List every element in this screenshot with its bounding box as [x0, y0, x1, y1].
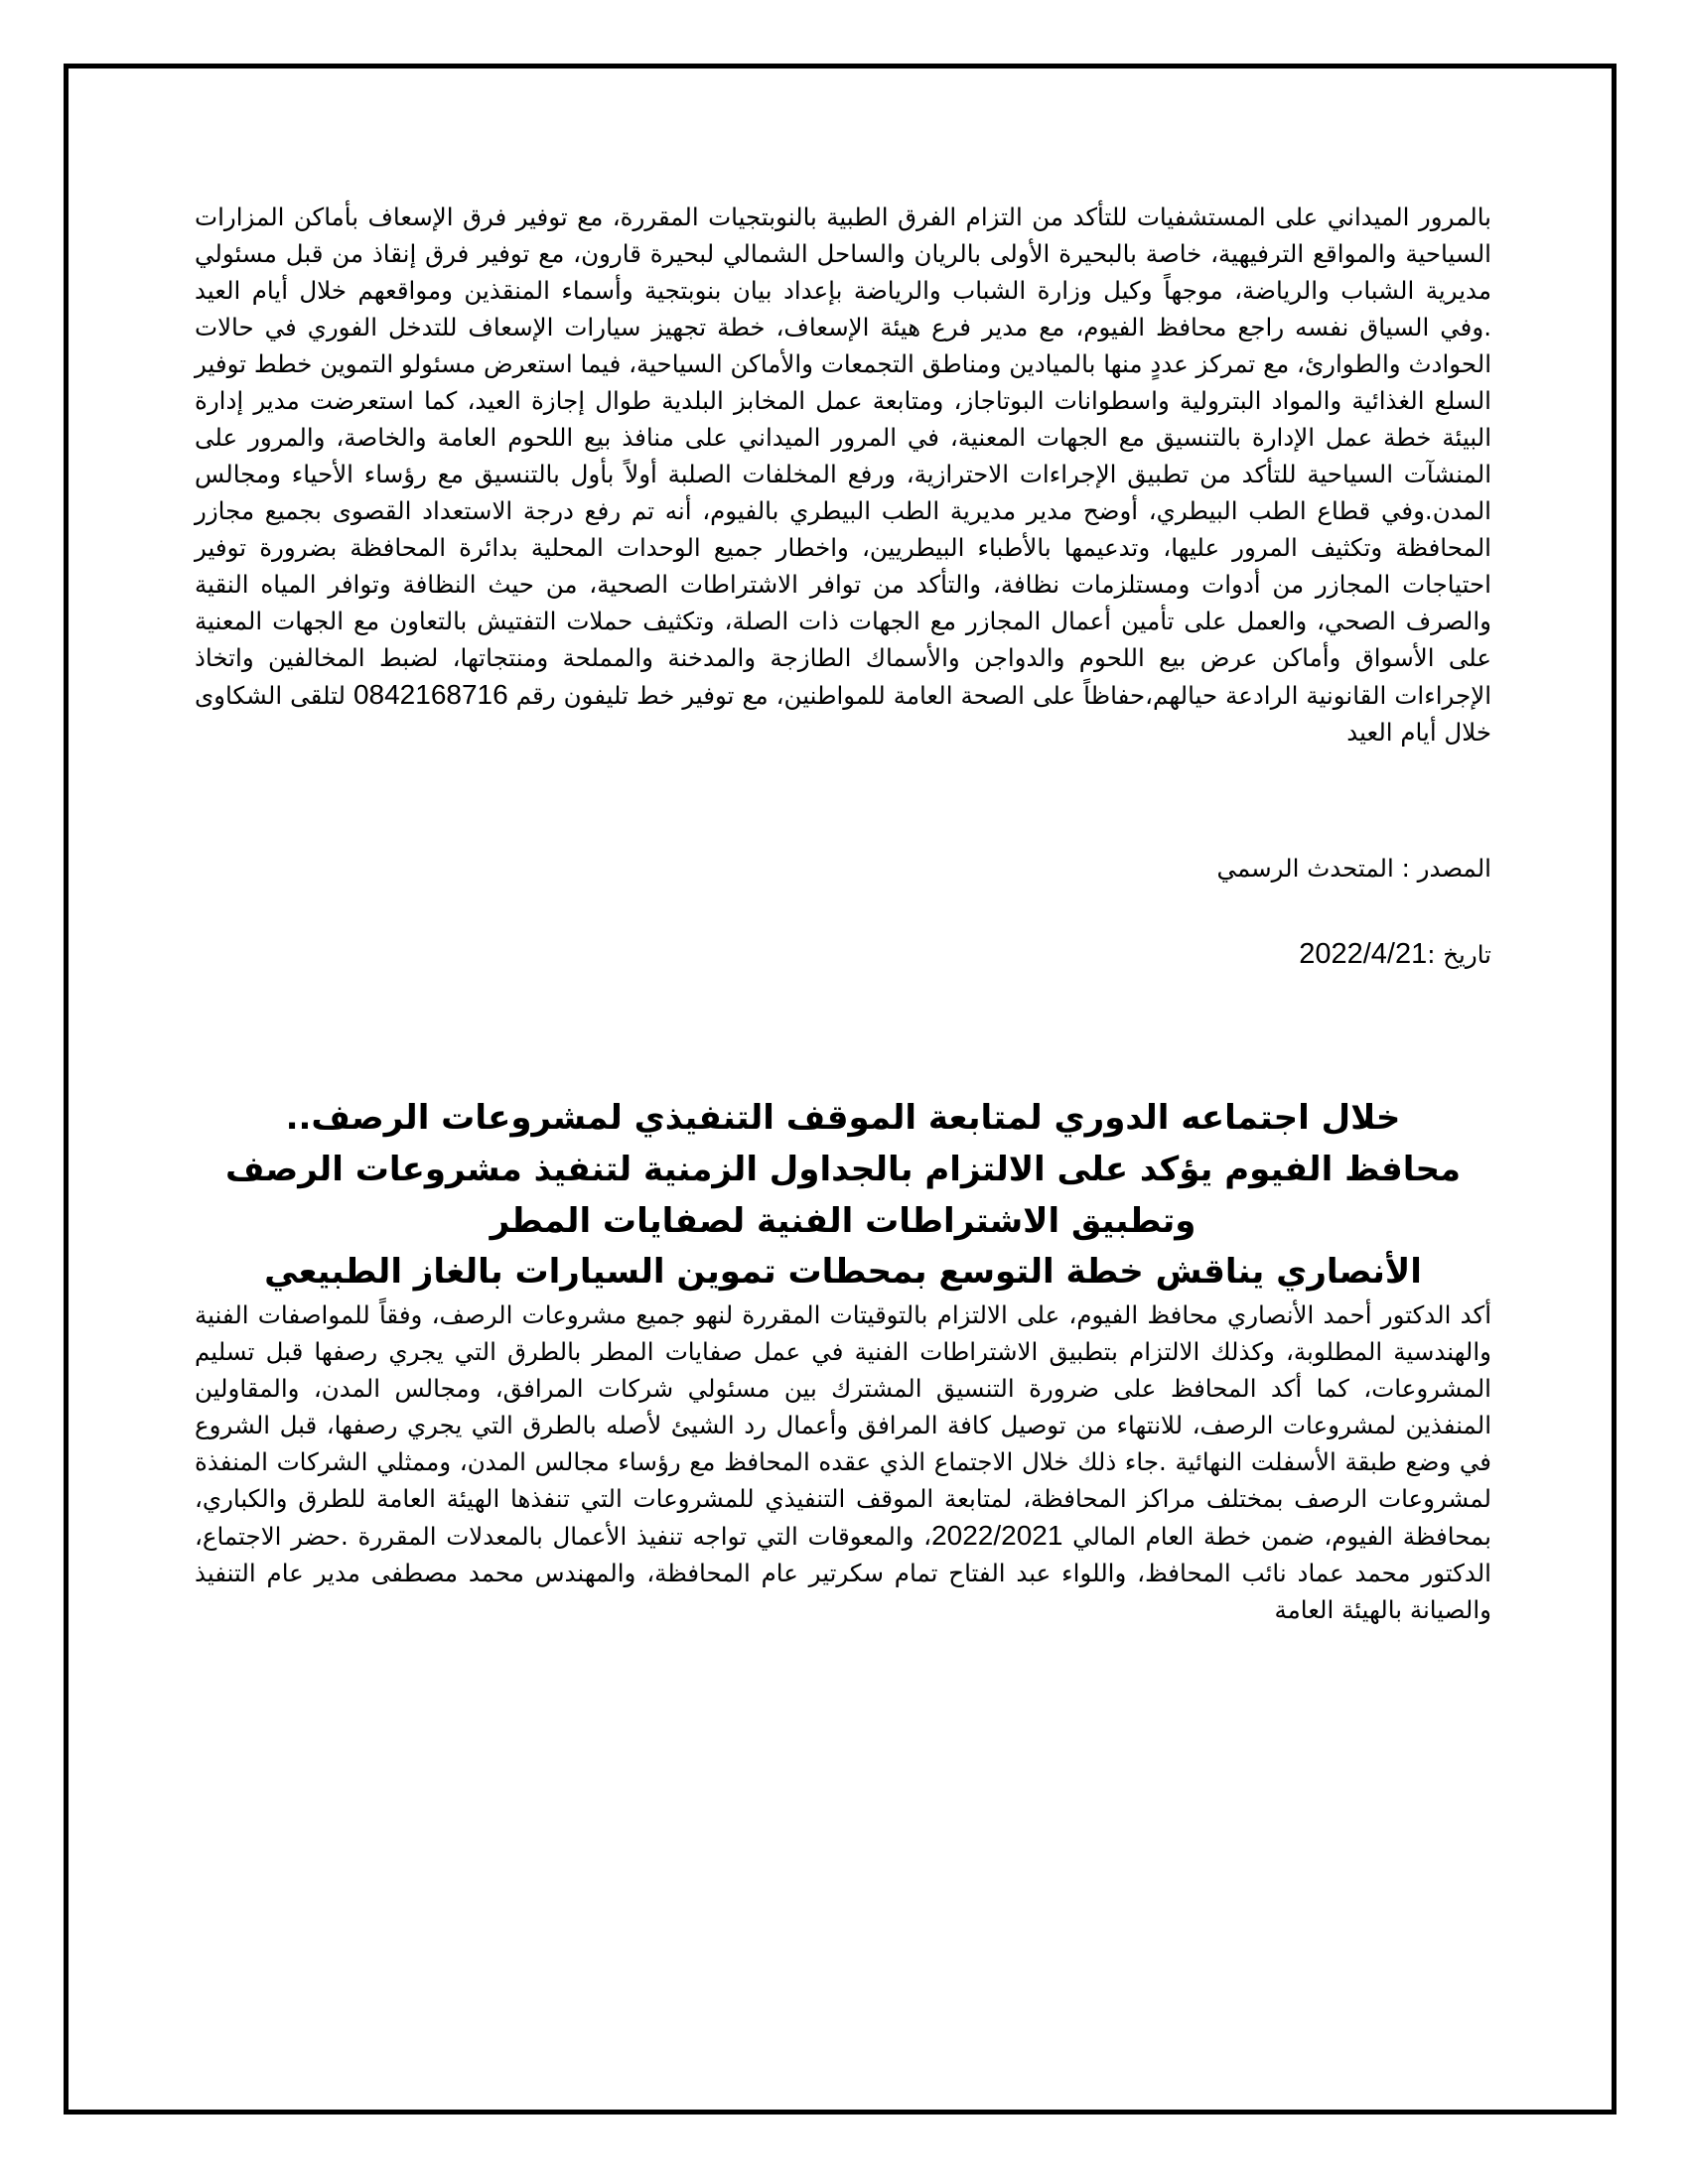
second-article-headline — [195, 1092, 1491, 1297]
date-label: تاريخ : — [1427, 940, 1491, 969]
sub-headline: الأنصاري يناقش خطة التوسع بمحطات تموين السيارات بالغاز الطبيعي — [264, 1252, 1422, 1292]
article-source: المصدر : المتحدث الرسمي — [1216, 854, 1491, 883]
first-article-body — [195, 199, 1491, 751]
first-article-text: بالمرور الميداني على المستشفيات للتأكد من التزام الفرق الطبية بالنوبتجيات المقررة، مع توفير فرق الإسعاف بأماكن المزارات السياحية والمواقع الترفيهية، خاصة بالبحيرة الأولى بالريان والساحل الشمالي لبحيرة قارون، مع توفير فرق إنقاذ من قبل مسئولي مديرية الشباب والرياضة، موجهاً وكيل وزارة الشباب والرياضة بإعداد بيان بنوبتجية وأسماء المنقذين ومواقعهم خلال أيام العيد .وفي السياق نفسه راجع محافظ الفيوم، مع مدير فرع هيئة الإسعاف، خطة تجهيز سيارات الإسعاف للتدخل الفوري في حالات الحوادث والطوارئ، مع تمركز عددٍ منها بالميادين ومناطق التجمعات والأماكن السياحية، فيما استعرض مسئولو التموين خطط توفير السلع الغذائية والمواد البترولية واسطوانات البوتاجاز، ومتابعة عمل المخابز البلدية طوال إجازة العيد، كما استعرضت مدير إدارة البيئة خطة عمل الإدارة بالتنسيق مع الجهات المعنية، في المرور الميداني على منافذ بيع اللحوم العامة والخاصة، والمرور على المنشآت السياحية للتأكد من تطبيق الإجراءات الاحترازية، ورفع المخلفات الصلبة أولاً بأول بالتنسيق مع رؤساء الأحياء ومجالس المدن.وفي قطاع الطب البيطري، أوضح مدير مديرية الطب البيطري بالفيوم، أنه تم رفع درجة الاستعداد القصوى بجميع مجازر المحافظة وتكثيف المرور عليها، وتدعيمها بالأطباء البيطريين، واخطار جميع الوحدات المحلية بدائرة المحافظة بضرورة توفير احتياجات المجازر من أدوات ومستلزمات نظافة، والتأكد من توافر الاشتراطات الصحية، من حيث النظافة وتوافر المياه النقية والصرف الصحي، والعمل على تأمين أعمال المجازر مع الجهات ذات الصلة، وتكثيف حملات التفتيش بالتعاون مع الجهات المعنية على الأسواق وأماكن عرض بيع اللحوم والدواجن والأسماك الطازجة والمدخنة والمملحة ومنتجاتها، لضبط المخالفين واتخاذ الإجراءات القانونية الرادعة حيالهم،حفاظاً على الصحة العامة للمواطنين، مع توفير خط تليفون رقم — [195, 203, 1491, 710]
second-article-body — [195, 1297, 1491, 1628]
headline-line-3: وتطبيق الاشتراطات الفنية لصفايات المطر — [490, 1201, 1196, 1241]
second-article-text-2: ، والمعوقات التي تواجه تنفيذ الأعمال بالمعدلات المقررة .حضر الاجتماع، الدكتور محمد عماد نائب المحافظ، واللواء عبد الفتاح تمام سكرتير عام المحافظة، والمهندس محمد مصطفى مدير عام التنفيذ والصيانة بالهيئة العامة — [195, 1522, 1491, 1624]
article-date — [195, 936, 1491, 973]
date-value: 2022/4/21 — [1299, 938, 1428, 970]
second-article-text-1: أكد الدكتور أحمد الأنصاري محافظ الفيوم، على الالتزام بالتوقيتات المقررة لنهو جميع مشروعات الرصف، وفقاً للمواصفات الفنية والهندسية المطلوبة، وكذلك الالتزام بتطبيق الاشتراطات الفنية في عمل صفايات المطر بالطرق التي يجري رصفها قبل تسليم المشروعات، كما أكد المحافظ على ضرورة التنسيق المشترك بين مسئولي شركات المرافق، ومجالس المدن، والمقاولين المنفذين لمشروعات الرصف، للانتهاء من توصيل كافة المرافق وأعمال رد الشيئ لأصله بالطرق التي يجري رصفها، قبل الشروع في وضع طبقة الأسفلت النهائية .جاء ذلك خلال الاجتماع الذي عقده المحافظ مع رؤساء مجالس المدن، وممثلي الشركات المنفذة لمشروعات الرصف بمختلف مراكز المحافظة، لمتابعة الموقف التنفيذي للمشروعات التي تنفذها الهيئة العامة للطرق والكباري، بمحافظة الفيوم، ضمن خطة العام المالي — [195, 1300, 1491, 1551]
headline-line-2: محافظ الفيوم يؤكد على الالتزام بالجداول الزمنية لتنفيذ مشروعات الرصف — [224, 1150, 1462, 1189]
document-content — [195, 199, 1491, 1628]
complaints-phone-number: 0842168716 — [352, 679, 508, 710]
phone-purpose-text: لتلقى الشكاوى خلال أيام العيد — [195, 681, 1491, 747]
headline-line-1: خلال اجتماعه الدوري لمتابعة الموقف التنفيذي لمشروعات الرصف.. — [285, 1098, 1401, 1138]
fiscal-year: 2022/2021 — [931, 1520, 1063, 1551]
